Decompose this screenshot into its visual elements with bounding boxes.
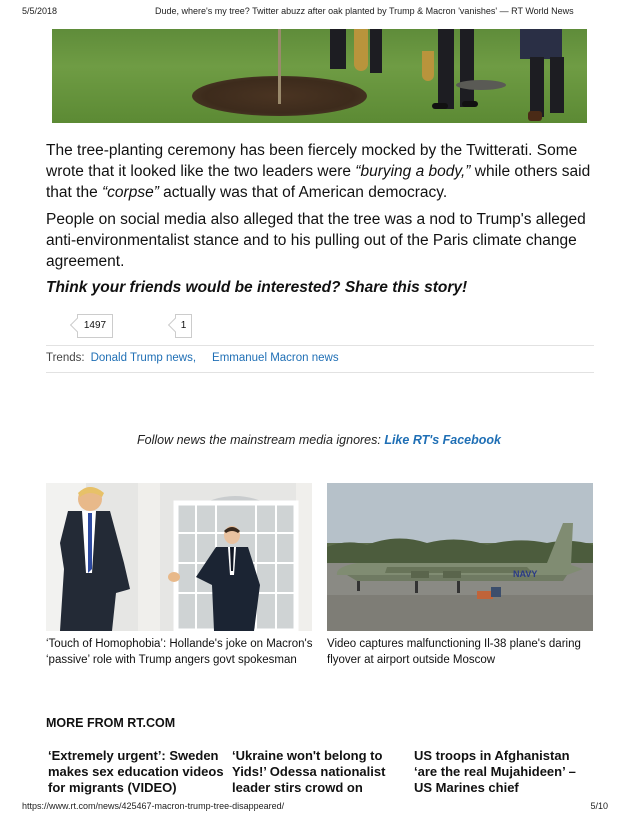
shovel xyxy=(422,51,434,81)
trend-link-emmanuel-macron[interactable]: Emmanuel Macron news xyxy=(212,352,339,364)
paragraph-text: while others said that the xyxy=(46,163,591,201)
divider xyxy=(46,372,594,373)
paragraph-text: The tree-planting ceremony has been fiercely mocked by the Twitterati. Some wrote that it looked like the two leaders were xyxy=(46,142,578,180)
drain-cover xyxy=(456,80,506,90)
trends-label: Trends: xyxy=(46,352,85,364)
plane-navy-label: NAVY xyxy=(513,569,538,579)
shoe xyxy=(432,103,448,109)
article-paragraph-1 xyxy=(46,140,606,203)
more-from-heading: MORE FROM RT.COM xyxy=(46,716,176,730)
print-url: https://www.rt.com/news/425467-macron-trump-tree-disappeared/ xyxy=(22,801,285,811)
person-legs xyxy=(530,57,544,117)
more-item-2[interactable]: ‘Ukraine won't belong to Yids!’ Odessa nationalist leader stirs crowd on xyxy=(232,748,386,795)
share-count-facebook[interactable]: 1497 xyxy=(77,314,113,338)
sapling-trunk xyxy=(278,29,281,104)
person-legs xyxy=(370,29,382,73)
person-legs xyxy=(330,29,346,69)
trends-bar xyxy=(46,352,339,364)
print-page-title: Dude, where's my tree? Twitter abuzz after oak planted by Trump & Macron 'vanishes' — RT World News xyxy=(155,6,574,16)
person-legs xyxy=(550,57,564,113)
quote-burying-a-body: “burying a body,” xyxy=(355,163,471,180)
photo-trump-macron-illustration xyxy=(46,483,312,631)
quote-corpse: “corpse” xyxy=(102,184,159,201)
article-paragraph-2: People on social media also alleged that the tree was a nod to Trump's alleged anti-environmentalist stance and to his pulling out of the Paris climate change agreement. xyxy=(46,211,586,270)
related-caption-1[interactable]: ‘Touch of Homophobia’: Hollande's joke on Macron's ‘passive’ role with Trump angers govt spokesman xyxy=(46,638,313,666)
related-image-il38-plane[interactable] xyxy=(327,483,593,631)
more-item-1[interactable]: ‘Extremely urgent’: Sweden makes sex education videos for migrants (VIDEO) xyxy=(48,748,224,795)
share-count-twitter[interactable]: 1 xyxy=(175,314,192,338)
person-legs xyxy=(460,29,474,107)
trend-link-donald-trump[interactable]: Donald Trump news, xyxy=(90,352,197,364)
shoe xyxy=(462,101,478,107)
follow-banner xyxy=(0,433,638,447)
related-caption-2[interactable]: Video captures malfunctioning Il-38 plane's daring flyover at airport outside Moscow xyxy=(327,638,581,666)
tree-planting-photo xyxy=(52,29,587,123)
share-call-to-action: Think your friends would be interested? Share this story! xyxy=(46,279,468,296)
related-image-trump-macron[interactable] xyxy=(46,483,312,631)
paragraph-text: actually was that of American democracy. xyxy=(158,184,448,201)
print-page-number: 5/10 xyxy=(590,801,608,811)
more-item-3[interactable]: US troops in Afghanistan ‘are the real Mujahideen’ – US Marines chief xyxy=(414,748,576,795)
follow-text: Follow news the mainstream media ignores: xyxy=(137,433,385,447)
shoe xyxy=(528,111,542,121)
divider xyxy=(46,345,594,346)
shovel xyxy=(354,29,368,71)
photo-il38-plane-illustration xyxy=(327,483,593,631)
person-jacket xyxy=(520,29,562,59)
facebook-link[interactable]: Like RT's Facebook xyxy=(384,433,501,447)
print-date: 5/5/2018 xyxy=(22,6,58,16)
person-legs xyxy=(438,29,454,109)
